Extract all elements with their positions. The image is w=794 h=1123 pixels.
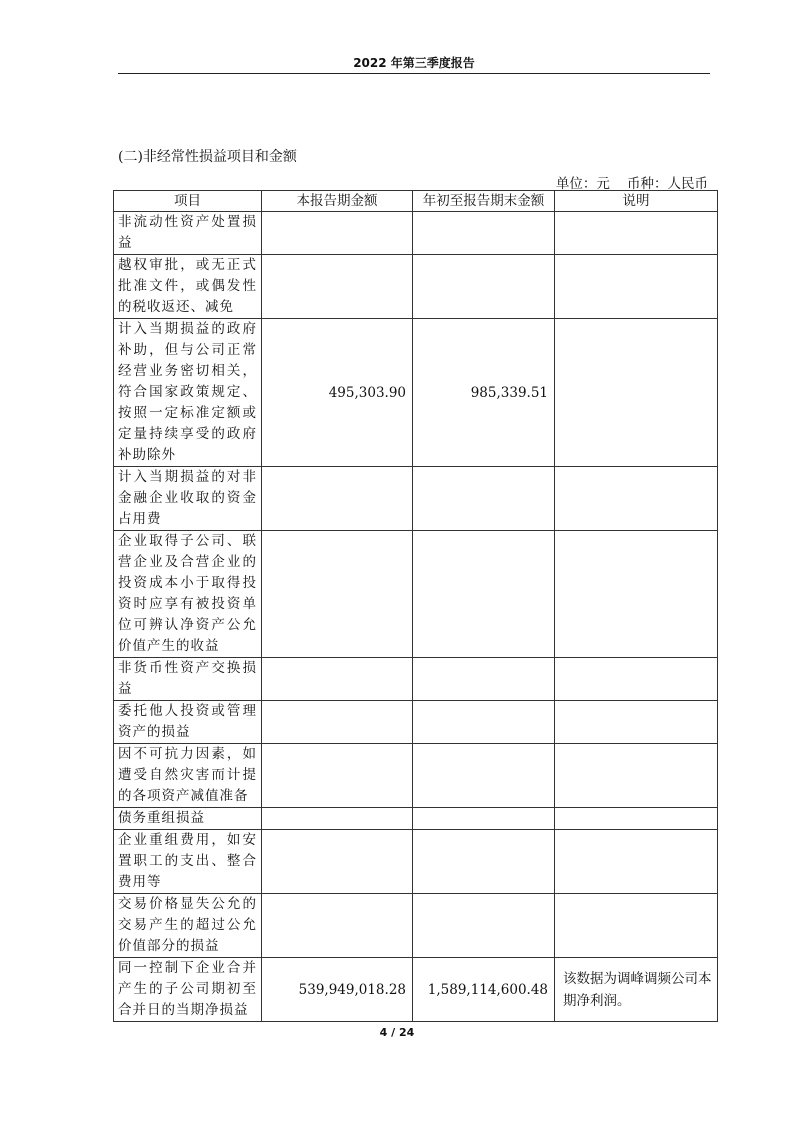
table-row [114, 830, 718, 894]
row-item: 债务重组损益 [114, 808, 262, 830]
row-note [555, 701, 718, 744]
row-ytd-amount [413, 255, 555, 319]
column-header-item: 项目 [114, 191, 262, 212]
row-item: 交易价格显失公允的交易产生的超过公允价值部分的损益 [114, 894, 262, 958]
row-item: 同一控制下企业合并产生的子公司期初至合并日的当期净损益 [114, 958, 262, 1022]
row-item: 非流动性资产处置损益 [114, 212, 262, 255]
row-ytd-amount: 1,589,114,600.48 [413, 958, 555, 1022]
row-current-amount [262, 701, 413, 744]
row-item: 计入当期损益的对非金融企业收取的资金占用费 [114, 467, 262, 531]
row-note [555, 467, 718, 531]
row-note [555, 830, 718, 894]
row-ytd-amount [413, 467, 555, 531]
table-row [114, 894, 718, 958]
row-ytd-amount [413, 808, 555, 830]
row-item: 委托他人投资或管理资产的损益 [114, 701, 262, 744]
header-divider [118, 73, 710, 74]
row-current-amount [262, 658, 413, 701]
row-current-amount [262, 808, 413, 830]
row-ytd-amount [413, 830, 555, 894]
row-ytd-amount [413, 894, 555, 958]
column-header-current-period: 本报告期金额 [262, 191, 413, 212]
page-number: 4 / 24 [379, 1026, 415, 1039]
column-header-year-to-date: 年初至报告期末金额 [413, 191, 555, 212]
row-item: 非货币性资产交换损益 [114, 658, 262, 701]
row-current-amount [262, 531, 413, 658]
row-ytd-amount [413, 701, 555, 744]
row-item: 计入当期损益的政府补助，但与公司正常经营业务密切相关，符合国家政策规定、按照一定标准定额或定量持续享受的政府补助除外 [114, 319, 262, 467]
column-header-note: 说明 [555, 191, 718, 212]
table-row [114, 701, 718, 744]
row-current-amount: 539,949,018.28 [262, 958, 413, 1022]
row-item: 因不可抗力因素，如遭受自然灾害而计提的各项资产减值准备 [114, 744, 262, 808]
row-note [555, 212, 718, 255]
report-header: 2022 年第三季度报告 [353, 56, 475, 70]
row-ytd-amount [413, 658, 555, 701]
row-note: 该数据为调峰调频公司本期净利润。 [555, 958, 718, 1022]
table-row [114, 808, 718, 830]
row-current-amount [262, 212, 413, 255]
row-item: 企业取得子公司、联营企业及合营企业的投资成本小于取得投资时应享有被投资单位可辨认净资产公允价值产生的收益 [114, 531, 262, 658]
table-row [114, 958, 718, 1022]
row-item: 企业重组费用，如安置职工的支出、整合费用等 [114, 830, 262, 894]
row-current-amount [262, 830, 413, 894]
table-row [114, 658, 718, 701]
row-note [555, 658, 718, 701]
row-item: 越权审批，或无正式批准文件，或偶发性的税收返还、减免 [114, 255, 262, 319]
row-note [555, 744, 718, 808]
table-row [114, 319, 718, 467]
row-ytd-amount: 985,339.51 [413, 319, 555, 467]
table-row [114, 744, 718, 808]
table-header-row [114, 191, 718, 212]
row-ytd-amount [413, 212, 555, 255]
row-current-amount: 495,303.90 [262, 319, 413, 467]
row-current-amount [262, 894, 413, 958]
row-note [555, 808, 718, 830]
row-note [555, 894, 718, 958]
table-row [114, 531, 718, 658]
row-note [555, 319, 718, 467]
row-ytd-amount [413, 744, 555, 808]
row-note [555, 531, 718, 658]
row-current-amount [262, 255, 413, 319]
row-current-amount [262, 744, 413, 808]
table-row [114, 467, 718, 531]
non-recurring-gains-table [113, 190, 718, 1022]
section-title: (二)非经常性损益项目和金额 [118, 149, 297, 165]
unit-currency-label: 单位：元 币种：人民币 [555, 176, 708, 192]
table-row [114, 255, 718, 319]
row-ytd-amount [413, 531, 555, 658]
table-row [114, 212, 718, 255]
row-current-amount [262, 467, 413, 531]
row-note [555, 255, 718, 319]
